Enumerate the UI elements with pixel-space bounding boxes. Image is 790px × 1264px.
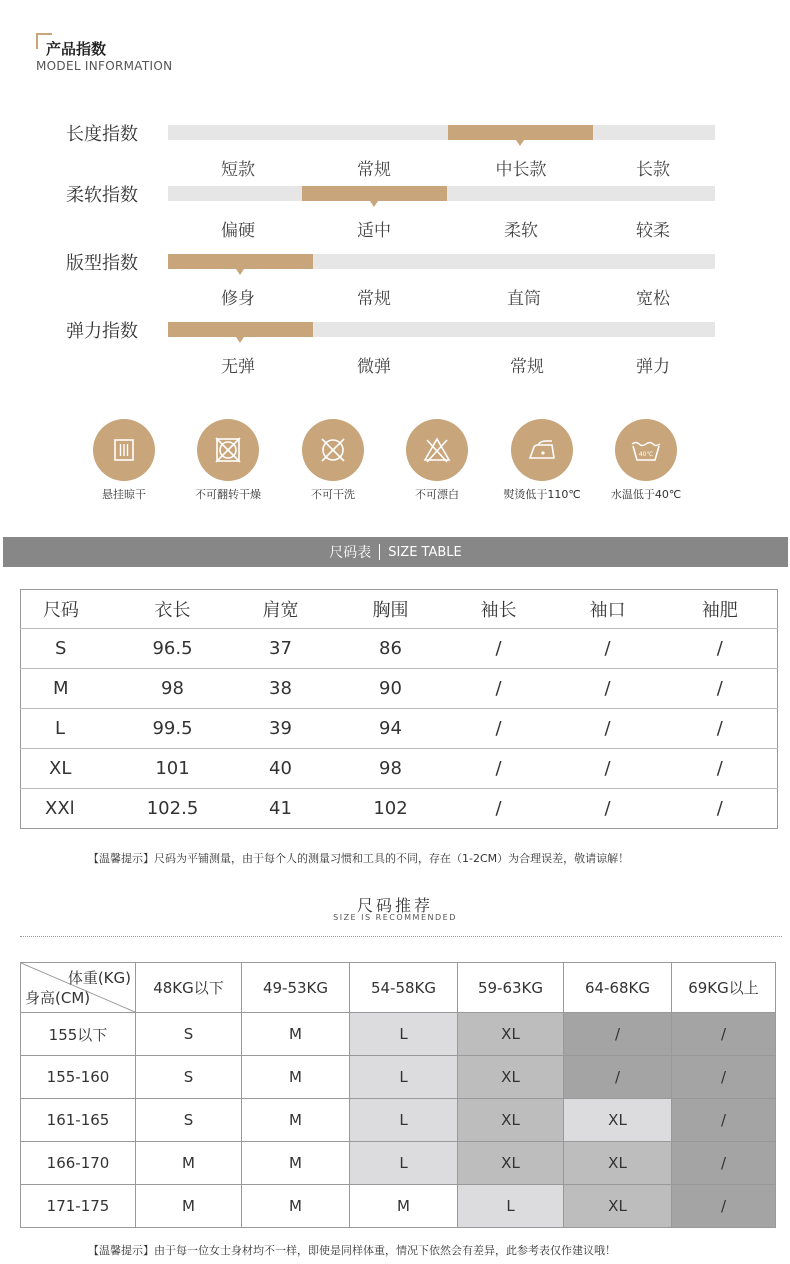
index-option: 弹力 [636, 357, 670, 377]
height-cell: 161-165 [21, 1099, 136, 1142]
table-header-cell: 衣长 [154, 600, 191, 621]
table-cell: / [663, 749, 778, 789]
index-label-fit: 版型指数 [66, 253, 138, 274]
weight-header-cell: 54-58KG [350, 963, 458, 1013]
size-cell: M [350, 1185, 458, 1228]
banner-title-cn: 尺码表 [329, 545, 372, 561]
index-bar-elasticity [168, 322, 715, 337]
table-cell: / [445, 709, 553, 749]
table-row [21, 1099, 776, 1142]
table-cell: 37 [225, 629, 337, 669]
size-cell: M [242, 1056, 350, 1099]
no-dry-clean-icon [302, 419, 364, 481]
care-label: 不可翻转干燥 [195, 488, 261, 501]
table-cell: 98 [337, 749, 445, 789]
table-cell: / [663, 789, 778, 829]
banner-title-en: SIZE TABLE [388, 544, 462, 560]
table-cell: 102 [337, 789, 445, 829]
table-cell: / [553, 709, 663, 749]
size-cell: / [672, 1185, 776, 1228]
table-cell: 96.5 [121, 629, 225, 669]
table-row [21, 789, 778, 829]
table-row [21, 709, 778, 749]
index-option: 中长款 [495, 160, 547, 180]
table-cell: L [21, 709, 121, 749]
index-option: 微弹 [357, 357, 391, 377]
index-bar-length [168, 125, 715, 140]
table-cell: 90 [337, 669, 445, 709]
weight-axis-label: 体重(KG) [67, 969, 131, 987]
index-bar-fit [168, 254, 715, 269]
index-bar-softness [168, 186, 715, 201]
index-option: 直筒 [507, 289, 541, 309]
size-cell: XL [458, 1099, 564, 1142]
index-fill-fit [168, 254, 313, 269]
table-cell: 38 [225, 669, 337, 709]
index-option: 修身 [221, 289, 255, 309]
index-option: 宽松 [636, 289, 670, 309]
table-row [21, 749, 778, 789]
weight-header-cell: 59-63KG [458, 963, 564, 1013]
size-cell: M [242, 1185, 350, 1228]
table-row [21, 1185, 776, 1228]
table-row [21, 1142, 776, 1185]
recommend-table [20, 962, 776, 1228]
table-cell: / [663, 629, 778, 669]
table-cell: / [445, 629, 553, 669]
size-cell: S [136, 1099, 242, 1142]
size-cell: M [136, 1142, 242, 1185]
index-option: 无弹 [221, 357, 255, 377]
index-marker-elasticity [236, 337, 244, 343]
height-cell: 155-160 [21, 1056, 136, 1099]
size-cell: L [350, 1099, 458, 1142]
care-label: 悬挂晾干 [102, 488, 146, 501]
table-cell: 39 [225, 709, 337, 749]
index-option: 常规 [357, 289, 391, 309]
size-cell: L [350, 1013, 458, 1056]
table-cell: 102.5 [121, 789, 225, 829]
size-cell: XL [458, 1142, 564, 1185]
recommend-header-row [21, 963, 776, 1013]
size-table-note: 【温馨提示】尺码为平铺测量，由于每个人的测量习惯和工具的不同，存在（1-2CM）为合理误差，敬请谅解！ [88, 852, 630, 865]
recommend-title: 尺码推荐 [356, 896, 433, 915]
table-row [21, 1056, 776, 1099]
size-cell: / [672, 1056, 776, 1099]
care-label: 水温低于40℃ [610, 488, 682, 501]
table-cell: / [445, 789, 553, 829]
index-marker-softness [370, 201, 378, 207]
table-cell: / [663, 669, 778, 709]
no-bleach-icon [406, 419, 468, 481]
banner-divider [379, 544, 380, 560]
table-cell: / [553, 629, 663, 669]
index-label-elasticity: 弹力指数 [66, 321, 138, 342]
table-cell: 99.5 [121, 709, 225, 749]
size-cell: XL [458, 1056, 564, 1099]
table-header-cell: 肩宽 [262, 600, 299, 621]
size-cell: / [564, 1056, 672, 1099]
weight-header-cell: 49-53KG [242, 963, 350, 1013]
size-cell: M [242, 1142, 350, 1185]
size-cell: L [458, 1185, 564, 1228]
table-header-cell: 袖口 [589, 600, 626, 621]
size-table [20, 589, 778, 829]
table-cell: 86 [337, 629, 445, 669]
wash-temp-label: 40℃ [638, 451, 654, 458]
weight-header-cell: 69KG以上 [672, 963, 776, 1013]
table-cell: / [445, 749, 553, 789]
size-cell: / [672, 1142, 776, 1185]
table-cell: 41 [225, 789, 337, 829]
index-label-length: 长度指数 [66, 124, 138, 145]
care-label: 不可漂白 [415, 488, 459, 501]
size-cell: L [350, 1142, 458, 1185]
index-option: 短款 [221, 160, 255, 180]
table-cell: / [663, 709, 778, 749]
index-option: 柔软 [504, 221, 538, 241]
size-cell: XL [564, 1185, 672, 1228]
dotted-divider [20, 936, 782, 937]
size-cell: M [242, 1013, 350, 1056]
size-cell: / [564, 1013, 672, 1056]
size-cell: XL [458, 1013, 564, 1056]
table-row [21, 629, 778, 669]
size-cell: M [136, 1185, 242, 1228]
index-fill-elasticity [168, 322, 313, 337]
index-option: 常规 [510, 357, 544, 377]
table-cell: / [553, 669, 663, 709]
height-cell: 155以下 [21, 1013, 136, 1056]
care-label: 不可干洗 [311, 488, 355, 501]
table-row [21, 1013, 776, 1056]
index-option: 常规 [357, 160, 391, 180]
care-label: 熨烫低于110℃ [503, 488, 581, 501]
section-title: 产品指数 [46, 40, 107, 58]
table-header-cell: 胸围 [372, 600, 409, 621]
table-header-cell: 袖肥 [701, 600, 738, 621]
size-cell: S [136, 1013, 242, 1056]
table-cell: / [553, 789, 663, 829]
index-fill-length [448, 125, 593, 140]
table-cell: S [21, 629, 121, 669]
section-subtitle: MODEL INFORMATION [36, 59, 173, 73]
hang-dry-icon [93, 419, 155, 481]
height-cell: 171-175 [21, 1185, 136, 1228]
size-cell: L [350, 1056, 458, 1099]
table-cell: 94 [337, 709, 445, 749]
recommend-note: 【温馨提示】由于每一位女士身材均不一样，即使是同样体重，情况下依然会有差异，此参考表仅作建议哦！ [88, 1244, 616, 1257]
size-cell: / [672, 1013, 776, 1056]
table-header-cell: 尺码 [43, 600, 79, 621]
size-cell: / [672, 1099, 776, 1142]
recommend-subtitle: SIZE IS RECOMMENDED [333, 913, 457, 922]
table-header-cell: 袖长 [480, 600, 517, 621]
index-option: 偏硬 [221, 221, 255, 241]
table-cell: 40 [225, 749, 337, 789]
index-marker-length [516, 140, 524, 146]
table-cell: M [21, 669, 121, 709]
table-cell: 101 [121, 749, 225, 789]
height-cell: 166-170 [21, 1142, 136, 1185]
size-table-banner [3, 537, 788, 567]
wash-40-icon [615, 419, 677, 481]
size-cell: XL [564, 1142, 672, 1185]
index-label-softness: 柔软指数 [66, 185, 138, 206]
index-option: 适中 [357, 221, 391, 241]
size-cell: M [242, 1099, 350, 1142]
table-cell: / [553, 749, 663, 789]
index-option: 长款 [636, 160, 670, 180]
size-cell: XL [564, 1099, 672, 1142]
iron-low-icon [511, 419, 573, 481]
table-cell: XXl [21, 789, 121, 829]
index-marker-fit [236, 269, 244, 275]
height-axis-label: 身高(CM) [25, 989, 91, 1007]
table-row [21, 669, 778, 709]
weight-height-header-cell [21, 963, 136, 1013]
table-cell: XL [21, 749, 121, 789]
size-cell: S [136, 1056, 242, 1099]
table-cell: 98 [121, 669, 225, 709]
index-fill-softness [302, 186, 447, 201]
no-tumble-dry-icon [197, 419, 259, 481]
table-cell: / [445, 669, 553, 709]
weight-header-cell: 48KG以下 [136, 963, 242, 1013]
index-option: 较柔 [636, 221, 670, 241]
weight-header-cell: 64-68KG [564, 963, 672, 1013]
size-table-header-row [21, 590, 778, 629]
